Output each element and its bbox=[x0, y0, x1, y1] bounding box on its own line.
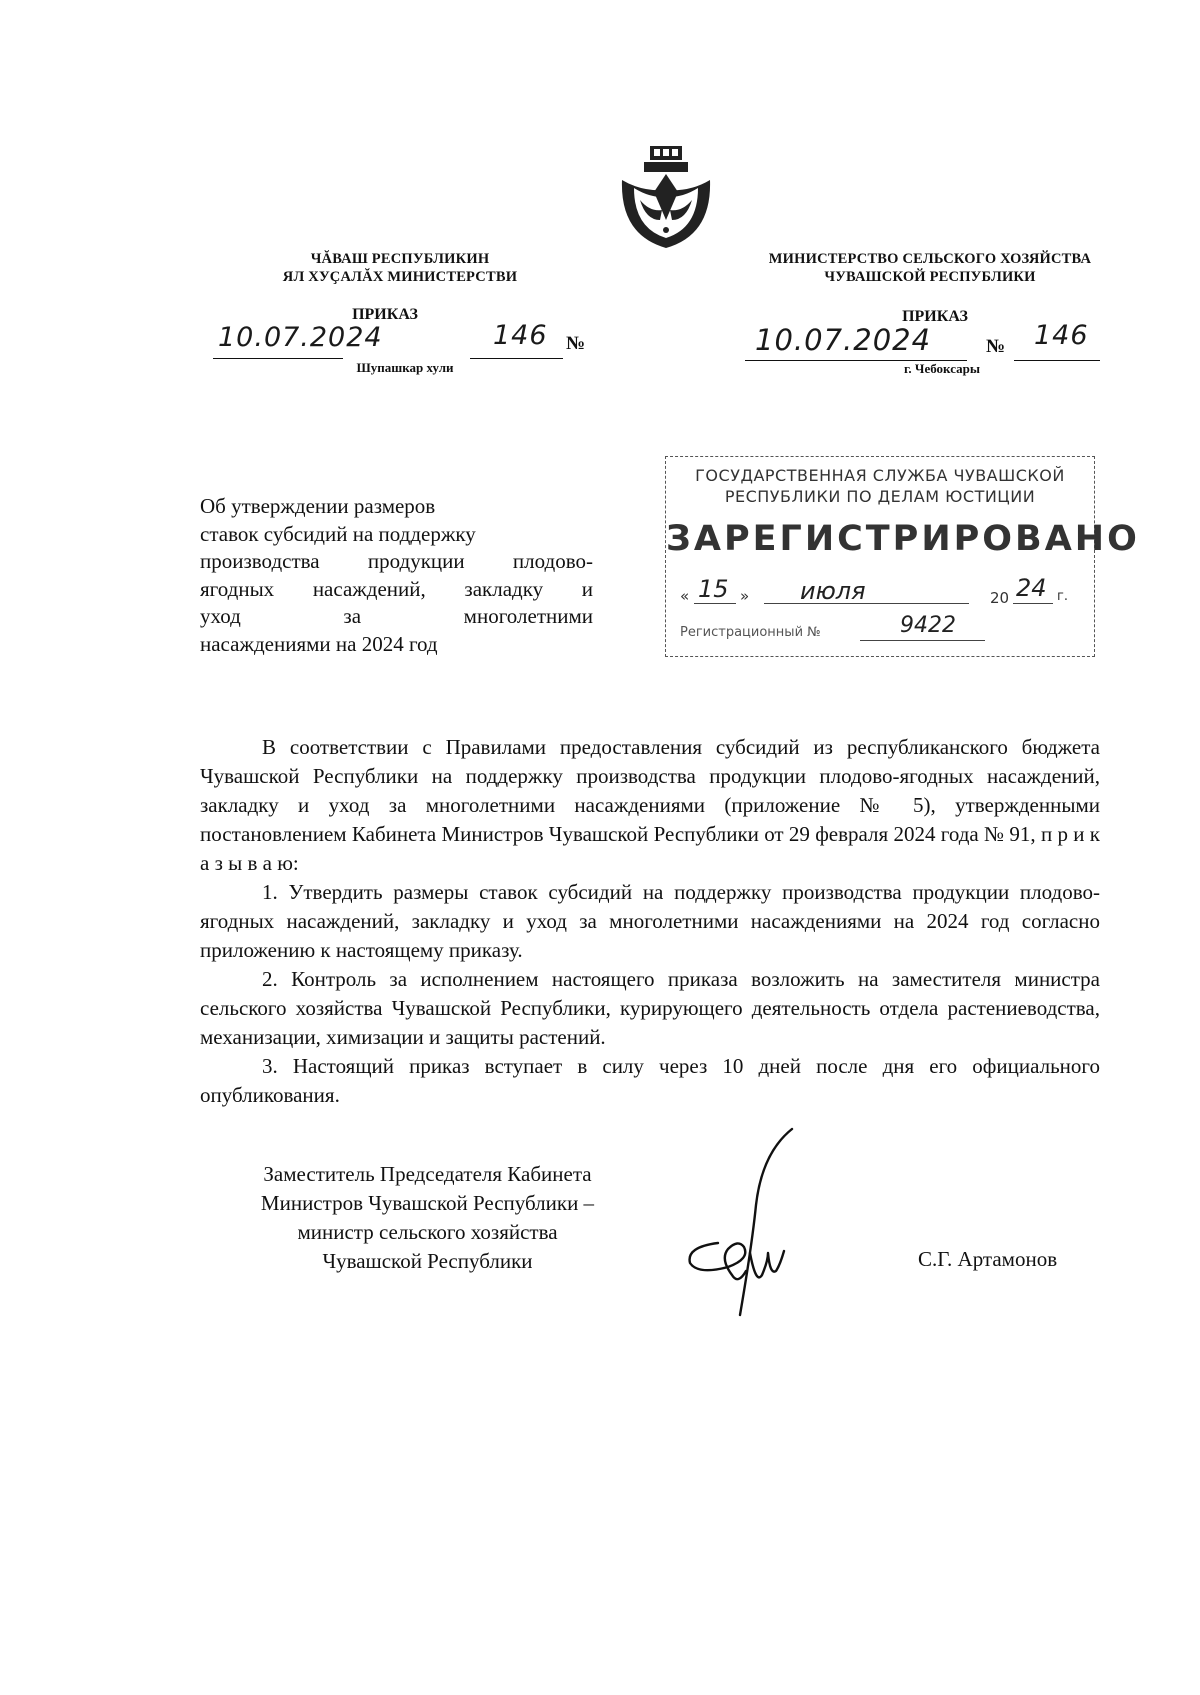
city-right: г. Чебоксары bbox=[903, 361, 981, 376]
stamp-month-line bbox=[764, 603, 969, 604]
subject-line: Об утверждении размеров bbox=[200, 494, 436, 518]
order-date-right: 10.07.2024 bbox=[755, 323, 932, 357]
stamp-reg-number bbox=[680, 613, 1080, 640]
subject-line: уход за многолетними bbox=[200, 604, 593, 628]
stamp-day: 15 bbox=[698, 575, 729, 603]
header-right-line2: ЧУВАШСКОЙ РЕСПУБЛИКИ bbox=[824, 269, 1036, 285]
stamp-year-prefix: 20 bbox=[990, 589, 1010, 607]
stamp-month: июля bbox=[800, 577, 866, 605]
number-sign-right: № bbox=[986, 336, 1006, 357]
signer-title-line: Министров Чувашской Республики – bbox=[260, 1191, 595, 1215]
number-sign-left: № bbox=[566, 333, 586, 354]
stamp-date bbox=[680, 574, 1080, 609]
stamp-reg-line bbox=[860, 640, 985, 641]
stamp-line2: РЕСПУБЛИКИ ПО ДЕЛАМ ЮСТИЦИИ bbox=[724, 487, 1036, 506]
order-number-left: 146 bbox=[493, 320, 548, 351]
order-word-left: ПРИКАЗ bbox=[352, 306, 418, 323]
stamp-day-line bbox=[694, 603, 736, 604]
stamp-open-quote: « bbox=[680, 587, 690, 605]
header-left-line1: ЧĂВАШ РЕСПУБЛИКИН bbox=[310, 251, 490, 267]
stamp-reg-label: Регистрационный № bbox=[680, 625, 821, 640]
body-paragraph: В соответствии с Правилами предоставления субсидий из республиканского бюджета Чувашской Республики на поддержку производства продукции плодово-ягодных насаждений, закладку и уход за многолетними насаждениями (приложение № 5), утвержденными постановлением Кабинета Министров Чувашской Республики от 29 февраля 2024 года № 91, п р и к а з ы в а ю: bbox=[200, 735, 1100, 875]
subject-line: ягодных насаждений, закладку и bbox=[200, 576, 593, 601]
registration-stamp bbox=[665, 456, 1140, 657]
signer-name: С.Г. Артамонов bbox=[918, 1247, 1058, 1271]
subject-line: насаждениями на 2024 год bbox=[200, 631, 438, 656]
handwritten-signature bbox=[680, 1125, 800, 1320]
body-paragraph: 2. Контроль за исполнением настоящего приказа возложить на заместителя министра сельского хозяйства Чувашской Республики, курирующего деятельность отдела растениеводства, механизации, химизации и защиты растений. bbox=[200, 967, 1100, 1049]
header-right-line1: МИНИСТЕРСТВО СЕЛЬСКОГО ХОЗЯЙСТВА bbox=[768, 251, 1092, 267]
header-right bbox=[740, 250, 1120, 286]
order-body bbox=[200, 733, 1100, 1110]
stamp-year-line bbox=[1013, 603, 1053, 604]
signer-title-line: министр сельского хозяйства bbox=[297, 1220, 558, 1244]
header-left-line2: ЯЛ ХУҪАЛĂХ МИНИСТЕРСТВИ bbox=[282, 269, 518, 285]
body-paragraph: 3. Настоящий приказ вступает в силу через 10 дней после дня его официального опубликования. bbox=[200, 1054, 1100, 1107]
stamp-header bbox=[666, 465, 1094, 507]
signer-title-line: Заместитель Председателя Кабинета bbox=[263, 1162, 592, 1186]
chuvash-emblem-icon bbox=[610, 140, 722, 252]
body-paragraph: 1. Утвердить размеры ставок субсидий на поддержку производства продукции плодово-ягодных насаждений, закладку и уход за многолетними насаждениями на 2024 год согласно приложению к настоящему приказу. bbox=[200, 880, 1100, 962]
subject-line: ставок субсидий на поддержку bbox=[200, 521, 476, 546]
signer-title-line: Чувашской Республики bbox=[322, 1249, 533, 1273]
order-word-right: ПРИКАЗ bbox=[902, 308, 968, 325]
header-left bbox=[255, 250, 545, 286]
stamp-year-suffix: 24 bbox=[1016, 574, 1047, 602]
stamp-line1: ГОСУДАРСТВЕННАЯ СЛУЖБА ЧУВАШСКОЙ bbox=[695, 466, 1065, 485]
city-left: Шупашкар хули bbox=[356, 360, 454, 375]
stamp-close-quote: » bbox=[740, 587, 750, 605]
stamp-reg-value: 9422 bbox=[900, 613, 956, 638]
signer-title bbox=[225, 1160, 630, 1276]
order-date-left: 10.07.2024 bbox=[218, 322, 383, 353]
stamp-year-unit: г. bbox=[1057, 589, 1068, 604]
order-subject bbox=[200, 493, 593, 658]
order-number-right: 146 bbox=[1034, 320, 1089, 351]
stamp-registered: ЗАРЕГИСТРИРОВАНО bbox=[666, 519, 1140, 559]
subject-line: производства продукции плодово- bbox=[200, 549, 593, 573]
